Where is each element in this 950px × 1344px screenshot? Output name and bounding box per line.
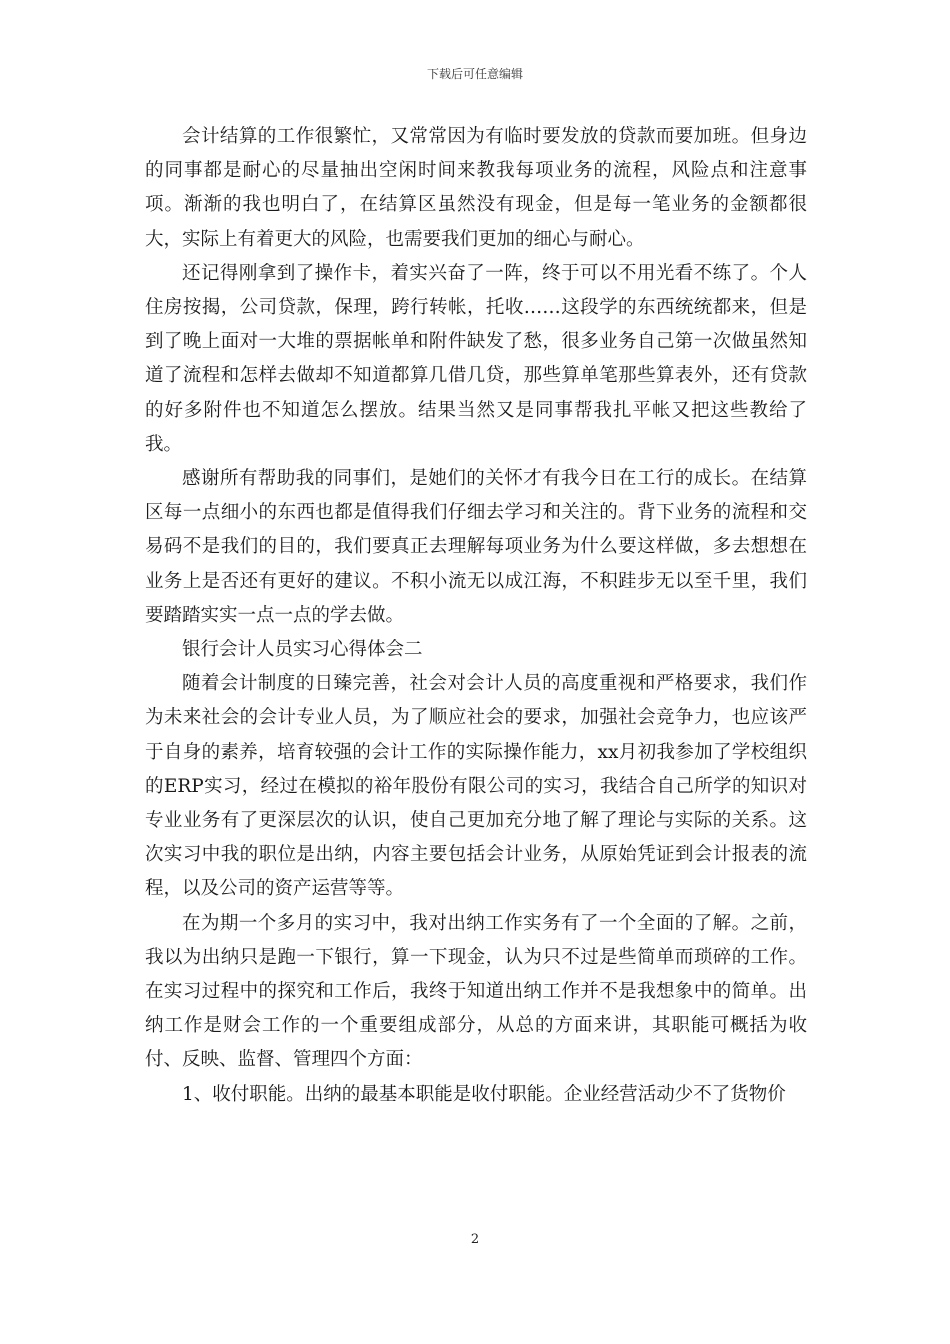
paragraph-1: 会计结算的工作很繁忙，又常常因为有临时要发放的贷款而要加班。但身边的同事都是耐心的尽量抽出空闲时间来教我每项业务的流程，风险点和注意事项。渐渐的我也明白了，在结算区虽然没有现金，但是每一笔业务的金额都很大，实际上有着更大的风险，也需要我们更加的细心与耐心。 [145, 126, 807, 250]
section-heading: 银行会计人员实习心得体会二 [182, 639, 423, 661]
page-number: 2 [470, 1232, 480, 1247]
paragraph-3: 感谢所有帮助我的同事们，是她们的关怀才有我今日在工行的成长。在结算区每一点细小的东西也都是值得我们仔细去学习和关注的。背下业务的流程和交易码不是我们的目的，我们要真正去理解每项业务为什么要这样做，多去想想在业务上是否还有更好的建议。不积小流无以成江海，不积跬步无以至千里，我们要踏踏实实一点一点的学去做。 [145, 468, 807, 626]
paragraph-5: 在为期一个多月的实习中，我对出纳工作实务有了一个全面的了解。之前，我以为出纳只是跑一下银行，算一下现金，认为只不过是些简单而琐碎的工作。在实习过程中的探究和工作后，我终于知道出纳工作并不是我想象中的简单。出纳工作是财会工作的一个重要组成部分，从总的方面来讲，其职能可概括为收付、反映、监督、管理四个方面： [145, 912, 807, 1071]
paragraph-6: 1、收付职能。出纳的最基本职能是收付职能。企业经营活动少不了货物价 [182, 1083, 786, 1105]
document-body [145, 120, 807, 1112]
paragraph-4: 随着会计制度的日臻完善，社会对会计人员的高度重视和严格要求，我们作为未来社会的会计专业人员，为了顺应社会的要求，加强社会竞争力，也应该严于自身的素养，培育较强的会计工作的实际操作能力，xx月初我参加了学校组织的ERP实习，经过在模拟的裕年股份有限公司的实习，我结合自己所学的知识对专业业务有了更深层次的认识，使自己更加充分地了解了理论与实际的关系。这次实习中我的职位是出纳，内容主要包括会计业务，从原始凭证到会计报表的流程，以及公司的资产运营等等。 [145, 673, 807, 900]
page-header: 下载后可任意编辑 [426, 67, 523, 81]
paragraph-2: 还记得刚拿到了操作卡，着实兴奋了一阵，终于可以不用光看不练了。个人住房按揭，公司贷款，保理，跨行转帐，托收……这段学的东西统统都来，但是到了晚上面对一大堆的票据帐单和附件缺发了愁，很多业务自己第一次做虽然知道了流程和怎样去做却不知道都算几借几贷，那些算单笔那些算表外，还有贷款的好多附件也不知道怎么摆放。结果当然又是同事帮我扎平帐又把这些教给了我。 [145, 262, 807, 455]
